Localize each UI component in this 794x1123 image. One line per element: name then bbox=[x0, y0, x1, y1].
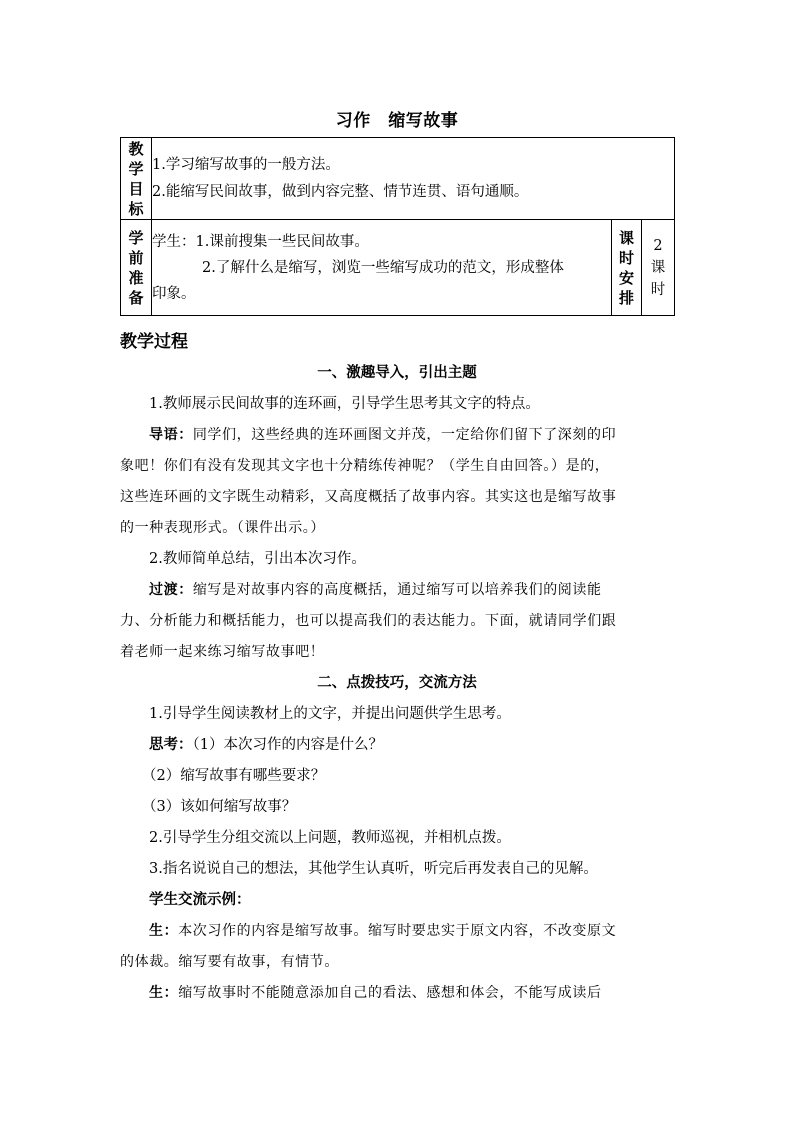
transition-label: 过渡： bbox=[149, 582, 193, 598]
goal-item: 1.学习缩写故事的一般方法。 bbox=[152, 156, 340, 173]
goal-label-char: 标 bbox=[128, 199, 144, 218]
guide-label: 导语： bbox=[149, 427, 193, 443]
goal-label-char: 教 bbox=[128, 139, 144, 158]
prep-label-char: 前 bbox=[128, 248, 144, 267]
think-question: （2）缩写故事有哪些要求？ bbox=[142, 768, 326, 784]
hours-value-char: 时 bbox=[650, 281, 666, 298]
section2-heading: 二、点拨技巧，交流方法 bbox=[317, 675, 477, 691]
guide-text: 同学们，这些经典的连环画图文并茂，一定给你们留下了深刻的印 bbox=[192, 427, 617, 443]
guide-line: 这些连环画的文字既生动精彩，又高度概括了故事内容。其实这也是缩写故事 bbox=[120, 489, 617, 505]
student-text: 本次习作的内容是缩写故事。缩写时要忠实于原文内容，不改变原文 bbox=[178, 923, 617, 939]
example-label: 学生交流示例： bbox=[149, 892, 251, 908]
guide-paragraph bbox=[120, 420, 674, 451]
student-label: 生： bbox=[149, 985, 179, 1001]
hours-label-char: 课 bbox=[618, 228, 634, 247]
guide-line: 象吧！你们有没有发现其文字也十分精练传神呢？（学生自由回答。）是的， bbox=[120, 458, 610, 474]
student-answer bbox=[120, 916, 674, 947]
student-line: 的体裁。缩写要有故事，有情节。 bbox=[120, 954, 339, 970]
paragraph: 1.教师展示民间故事的连环画，引导学生思考其文字的特点。 bbox=[149, 396, 540, 412]
document-title: 习作 缩写故事 bbox=[335, 111, 459, 131]
goal-label-char: 目 bbox=[128, 179, 144, 198]
goal-item: 2.能缩写民间故事，做到内容完整、情节连贯、语句通顺。 bbox=[152, 183, 529, 200]
goal-content-cell bbox=[152, 138, 675, 220]
paragraph: 1.引导学生阅读教材上的文字，并提出问题供学生思考。 bbox=[149, 706, 511, 722]
prep-label-cell bbox=[121, 220, 152, 316]
paragraph: 2.引导学生分组交流以上问题，教师巡视，并相机点拨。 bbox=[149, 830, 511, 846]
hours-label-cell bbox=[612, 220, 642, 316]
section1-heading: 一、激趣导入，引出主题 bbox=[317, 365, 477, 381]
goal-row bbox=[121, 138, 675, 220]
hours-value-cell bbox=[642, 220, 675, 316]
paragraph: 3.指名说说自己的想法，其他学生认真听，听完后再发表自己的见解。 bbox=[149, 861, 598, 877]
think-paragraph bbox=[120, 730, 674, 761]
paragraph: 2.教师简单总结，引出本次习作。 bbox=[149, 551, 366, 567]
hours-value-char: 2 bbox=[653, 237, 663, 254]
hours-label-char: 安 bbox=[618, 268, 634, 287]
student-label: 生： bbox=[149, 923, 179, 939]
lesson-info-table bbox=[120, 137, 675, 316]
guide-line: 的一种表现形式。（课件出示。） bbox=[120, 520, 325, 536]
transition-line: 着老师一起来练习缩写故事吧！ bbox=[120, 644, 325, 660]
goal-label-char: 学 bbox=[128, 159, 144, 178]
prep-line: 2.了解什么是缩写，浏览一些缩写成功的范文，形成整体 bbox=[202, 259, 564, 276]
prep-label-char: 准 bbox=[128, 268, 144, 287]
process-heading: 教学过程 bbox=[120, 332, 188, 352]
hours-label-char: 排 bbox=[618, 288, 634, 307]
prep-label-char: 学 bbox=[128, 228, 144, 247]
hours-value-char: 课 bbox=[650, 259, 666, 276]
transition-line: 力、分析能力和概括能力，也可以提高我们的表达能力。下面，就请同学们跟 bbox=[120, 613, 617, 629]
transition-paragraph bbox=[120, 575, 674, 606]
student-text: 缩写故事时不能随意添加自己的看法、感想和体会，不能写成读后 bbox=[178, 985, 602, 1001]
lesson-body bbox=[120, 358, 674, 1009]
transition-text: 缩写是对故事内容的高度概括，通过缩写可以培养我们的阅读能 bbox=[192, 582, 602, 598]
think-question: （1）本次习作的内容是什么？ bbox=[192, 737, 383, 753]
prep-row bbox=[121, 220, 675, 316]
hours-label-char: 时 bbox=[618, 248, 634, 267]
prep-line: 印象。 bbox=[152, 285, 196, 302]
prep-content-cell bbox=[152, 220, 612, 316]
think-label: 思考： bbox=[149, 737, 193, 753]
prep-line: 学生：1.课前搜集一些民间故事。 bbox=[152, 233, 369, 250]
goal-label-cell bbox=[121, 138, 152, 220]
think-question: （3）该如何缩写故事？ bbox=[142, 799, 297, 815]
prep-label-char: 备 bbox=[128, 288, 144, 307]
student-answer bbox=[120, 978, 674, 1009]
